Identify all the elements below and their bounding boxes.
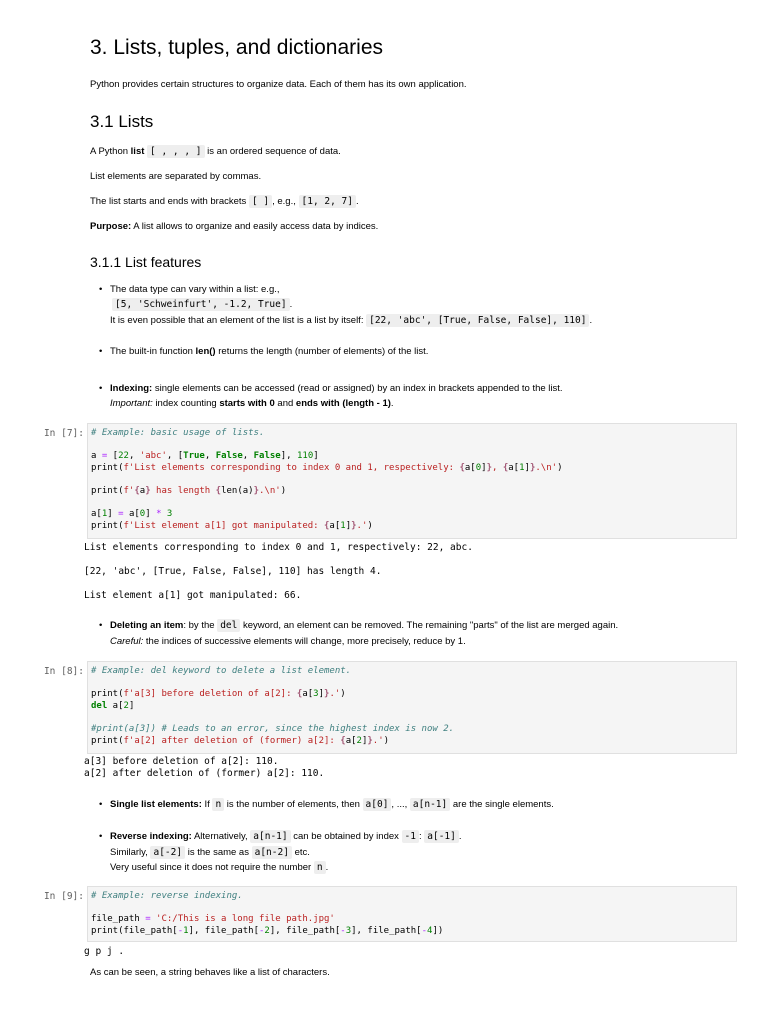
section-heading-list-features: 3.1.1 List features	[90, 254, 202, 270]
cell-output: a[2] after deletion of (former) a[2]: 110.	[84, 768, 325, 779]
list-item-text: Important: index counting starts with 0 and ends with (length - 1).	[110, 398, 394, 409]
code-cell[interactable]: # Example: del keyword to delete a list element. print(f'a[3] before deletion of a[2]: {a[3]}.') del a[2] #print(a[3]) # Leads to an error, since the highest index is now 2. print(f'a[2] after deletion of (former) a[2]: {a[2]}.')	[87, 661, 737, 754]
cell-output: a[3] before deletion of a[2]: 110.	[84, 756, 279, 767]
list-item: • The built-in function len() returns the length (number of elements) of the list.	[99, 346, 429, 357]
intro-text: Python provides certain structures to organize data. Each of them has its own application.	[90, 79, 467, 90]
list-item-text: Very useful since it does not require the number n .	[110, 862, 329, 873]
list-item-text: Careful: the indices of successive elements will change, more precisely, reduce by 1.	[110, 636, 466, 647]
list-separator-text: List elements are separated by commas.	[90, 171, 262, 182]
cell-output: [22, 'abc', [True, False, False], 110] has length 4.	[84, 566, 382, 577]
code-cell[interactable]: # Example: reverse indexing. file_path = 'C:/This is a long file path.jpg' print(file_path[-1], file_path[-2], file_path[-3], file_path[-4])	[87, 886, 737, 942]
list-item: • Single list elements: If n is the number of elements, then a[0] , ..., a[n-1] are the single elements.	[99, 799, 554, 810]
cell-output: g p j .	[84, 946, 125, 957]
cell-output: List elements corresponding to index 0 and 1, respectively: 22, abc.	[84, 542, 473, 553]
list-item: • Reverse indexing: Alternatively, a[n-1] can be obtained by index -1 : a[-1] .	[99, 831, 462, 842]
section-heading-lists: 3.1 Lists	[90, 112, 154, 131]
list-brackets-text: The list starts and ends with brackets [ ] , e.g., [1, 2, 7] .	[90, 196, 359, 207]
code-cell[interactable]: # Example: basic usage of lists. a = [22, 'abc', [True, False, False], 110] print(f'List elements corresponding to index 0 and 1, respectively: {a[0]}, {a[1]}.\n') print(f'{a} has length {len(a)}.\n') a[1] = a[0] * 3 print(f'List element a[1] got manipulated: {a[1]}.')	[87, 423, 737, 539]
cell-prompt: In [8]:	[43, 666, 84, 677]
list-definition: A Python list [ , , , ] is an ordered sequence of data.	[90, 146, 341, 157]
list-purpose-text: Purpose: A list allows to organize and easily access data by indices.	[90, 221, 379, 232]
list-item: • The data type can vary within a list: e.g.,	[99, 284, 280, 295]
list-item-code: [5, 'Schweinfurt', -1.2, True] .	[112, 297, 292, 312]
list-item-text: Similarly, a[-2] is the same as a[n-2] etc.	[110, 847, 310, 858]
list-item: • Indexing: single elements can be accessed (read or assigned) by an index in brackets appended to the list.	[99, 383, 563, 394]
cell-prompt: In [9]:	[43, 891, 84, 902]
closing-text: As can be seen, a string behaves like a list of characters.	[90, 967, 330, 978]
list-item-text: It is even possible that an element of the list is a list by itself: [22, 'abc', [True, False, False], 110] .	[110, 315, 593, 326]
list-item: • Deleting an item: by the del keyword, an element can be removed. The remaining "parts" of the list are merged again.	[99, 620, 619, 631]
cell-output: List element a[1] got manipulated: 66.	[84, 590, 302, 601]
page-title: 3. Lists, tuples, and dictionaries	[90, 36, 383, 59]
cell-prompt: In [7]:	[43, 428, 84, 439]
